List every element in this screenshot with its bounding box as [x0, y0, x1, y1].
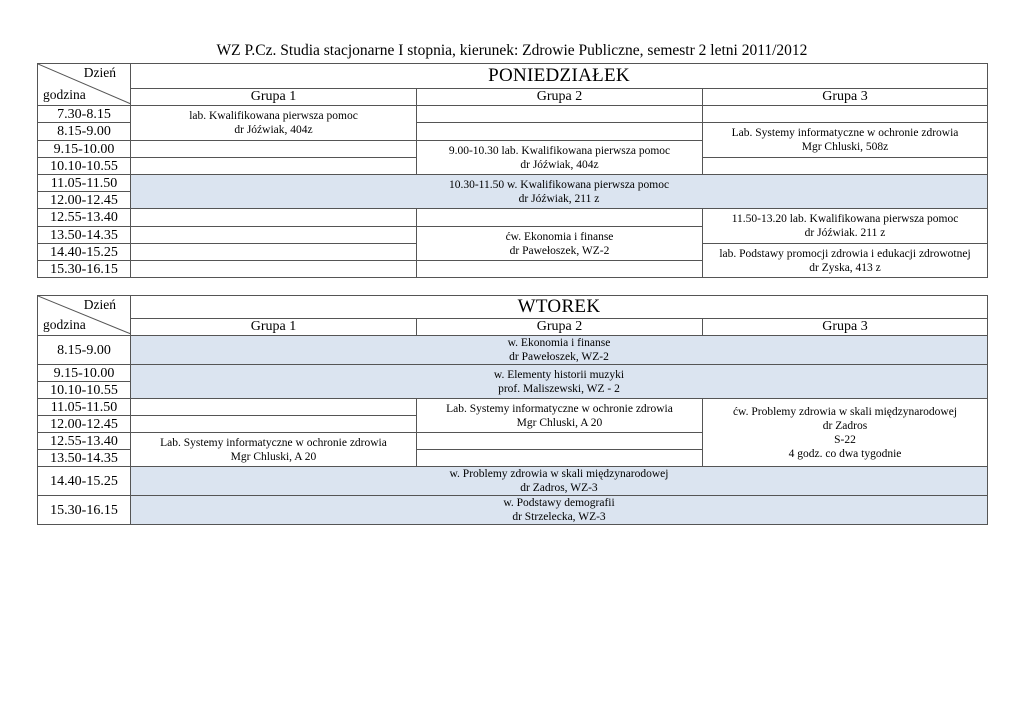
hour-cell: 12.55-13.40 [38, 433, 131, 450]
group-header-3: Grupa 3 [703, 319, 988, 336]
hour-cell: 8.15-9.00 [38, 123, 131, 141]
class-cell: Lab. Systemy informatyczne w ochronie zdrowia Mgr Chluski, A 20 [417, 399, 703, 433]
corner-day-label: Dzień [83, 65, 116, 80]
class-cell-all-groups: w. Problemy zdrowia w skali międzynarodowej dr Zadros, WZ-3 [131, 467, 988, 496]
empty-cell [417, 450, 703, 467]
empty-cell [131, 158, 417, 175]
corner-header [38, 296, 131, 336]
group-header-2: Grupa 2 [417, 319, 703, 336]
hour-cell: 14.40-15.25 [38, 244, 131, 261]
corner-hour-label: godzina [43, 87, 86, 102]
group-header-3: Grupa 3 [703, 89, 988, 106]
hour-cell: 14.40-15.25 [38, 467, 131, 496]
empty-cell [703, 158, 988, 175]
hour-cell: 10.10-10.55 [38, 382, 131, 399]
empty-cell [417, 106, 703, 123]
class-cell: Lab. Systemy informatyczne w ochronie zdrowia Mgr Chluski, 508z [703, 123, 988, 158]
page-title: WZ P.Cz. Studia stacjonarne I stopnia, kierunek: Zdrowie Publiczne, semestr 2 letni 2011/2012 [216, 42, 808, 59]
group-header-1: Grupa 1 [131, 319, 417, 336]
corner-hour-label: godzina [43, 317, 86, 332]
hour-cell: 15.30-16.15 [38, 261, 131, 278]
hour-cell: 12.00-12.45 [38, 416, 131, 433]
hour-cell: 11.05-11.50 [38, 175, 131, 192]
hour-cell: 9.15-10.00 [38, 141, 131, 158]
class-cell: lab. Podstawy promocji zdrowia i edukacji zdrowotnej dr Zyska, 413 z [703, 244, 988, 278]
hour-cell: 12.55-13.40 [38, 209, 131, 227]
empty-cell [131, 244, 417, 261]
hour-cell: 15.30-16.15 [38, 496, 131, 525]
class-cell: 11.50-13.20 lab. Kwalifikowana pierwsza pomoc dr Jóźwiak. 211 z [703, 209, 988, 244]
class-cell: lab. Kwalifikowana pierwsza pomoc dr Jóźwiak, 404z [131, 106, 417, 141]
hour-cell: 13.50-14.35 [38, 450, 131, 467]
day-header-monday: PONIEDZIAŁEK [131, 64, 988, 89]
class-cell: 9.00-10.30 lab. Kwalifikowana pierwsza pomoc dr Jóźwiak, 404z [417, 141, 703, 175]
group-header-2: Grupa 2 [417, 89, 703, 106]
monday-schedule-table [37, 63, 988, 278]
empty-cell [131, 227, 417, 244]
corner-header [38, 64, 131, 106]
class-cell-all-groups: 10.30-11.50 w. Kwalifikowana pierwsza pomoc dr Jóźwiak, 211 z [131, 175, 988, 209]
corner-day-label: Dzień [83, 297, 116, 312]
hour-cell: 7.30-8.15 [38, 106, 131, 123]
hour-cell: 12.00-12.45 [38, 192, 131, 209]
empty-cell [703, 106, 988, 123]
empty-cell [131, 416, 417, 433]
hour-cell: 10.10-10.55 [38, 158, 131, 175]
class-cell: Lab. Systemy informatyczne w ochronie zdrowia Mgr Chluski, A 20 [131, 433, 417, 467]
group-header-1: Grupa 1 [131, 89, 417, 106]
day-header-tuesday: WTOREK [131, 296, 988, 319]
class-cell-all-groups: w. Elementy historii muzyki prof. Maliszewski, WZ - 2 [131, 365, 988, 399]
empty-cell [131, 209, 417, 227]
hour-cell: 8.15-9.00 [38, 336, 131, 365]
class-cell: ćw. Problemy zdrowia w skali międzynarodowej dr Zadros S-22 4 godz. co dwa tygodnie [703, 399, 988, 467]
empty-cell [417, 261, 703, 278]
class-cell-all-groups: w. Podstawy demografii dr Strzelecka, WZ-3 [131, 496, 988, 525]
empty-cell [131, 261, 417, 278]
class-cell-all-groups: w. Ekonomia i finanse dr Pawełoszek, WZ-2 [131, 336, 988, 365]
hour-cell: 13.50-14.35 [38, 227, 131, 244]
empty-cell [131, 399, 417, 416]
empty-cell [417, 209, 703, 227]
empty-cell [131, 141, 417, 158]
class-cell: ćw. Ekonomia i finanse dr Pawełoszek, WZ-2 [417, 227, 703, 261]
hour-cell: 9.15-10.00 [38, 365, 131, 382]
hour-cell: 11.05-11.50 [38, 399, 131, 416]
tuesday-schedule-table [37, 295, 988, 525]
empty-cell [417, 123, 703, 141]
empty-cell [417, 433, 703, 450]
